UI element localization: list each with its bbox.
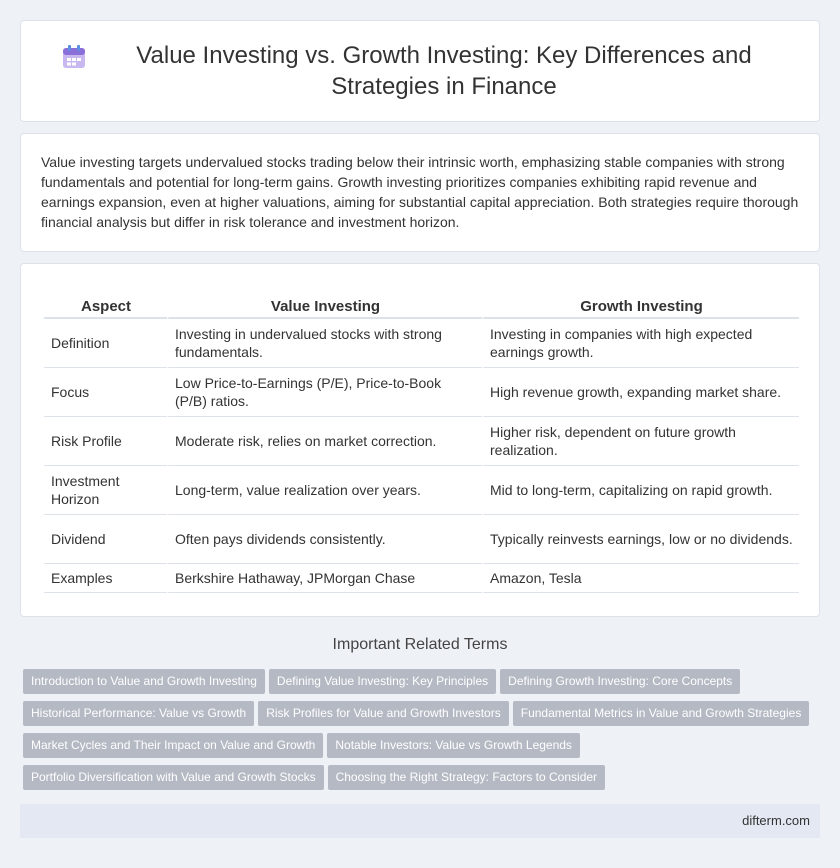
table-cell: Investment Horizon: [43, 465, 167, 514]
table-cell: Often pays dividends consistently.: [167, 514, 482, 563]
table-cell: Definition: [43, 318, 167, 367]
table-cell: Long-term, value realization over years.: [167, 465, 482, 514]
table-cell: Investing in companies with high expected earnings growth.: [482, 318, 799, 367]
related-term-tag[interactable]: Fundamental Metrics in Value and Growth Strategies: [513, 701, 810, 726]
table-cell: Higher risk, dependent on future growth realization.: [482, 416, 799, 465]
table-cell: Dividend: [43, 514, 167, 563]
related-terms-list: [23, 669, 823, 797]
intro-card: [20, 133, 820, 252]
comparison-table: [43, 280, 799, 593]
table-cell: Typically reinvests earnings, low or no dividends.: [482, 514, 799, 563]
related-term-tag[interactable]: Notable Investors: Value vs Growth Legends: [327, 733, 580, 758]
related-term-tag[interactable]: Portfolio Diversification with Value and Growth Stocks: [23, 765, 324, 790]
related-term-tag[interactable]: Defining Value Investing: Key Principles: [269, 669, 496, 694]
column-header: Growth Investing: [482, 280, 799, 318]
table-row: [43, 563, 799, 593]
table-cell: Low Price-to-Earnings (P/E), Price-to-Book (P/B) ratios.: [167, 367, 482, 416]
table-row: [43, 367, 799, 416]
column-header: Aspect: [43, 280, 167, 318]
table-cell: Focus: [43, 367, 167, 416]
related-term-tag[interactable]: Introduction to Value and Growth Investing: [23, 669, 265, 694]
table-cell: Mid to long-term, capitalizing on rapid growth.: [482, 465, 799, 514]
calendar-icon: [61, 44, 87, 70]
column-header: Value Investing: [167, 280, 482, 318]
intro-text: Value investing targets undervalued stocks trading below their intrinsic worth, emphasizing stable companies with strong fundamentals and potential for long-term gains. Growth investing prioritizes companies exhibiting rapid revenue and earnings expansion, even at higher valuations, aiming for substantial capital appreciation. Both strategies require thorough financial analysis but differ in risk tolerance and investment horizon.: [41, 154, 799, 230]
table-cell: Risk Profile: [43, 416, 167, 465]
table-cell: Moderate risk, relies on market correction.: [167, 416, 482, 465]
table-row: [43, 416, 799, 465]
table-cell: Amazon, Tesla: [482, 563, 799, 593]
table-row: [43, 318, 799, 367]
related-term-tag[interactable]: Defining Growth Investing: Core Concepts: [500, 669, 740, 694]
table-row: [43, 514, 799, 563]
footer: [20, 804, 820, 838]
related-term-tag[interactable]: Historical Performance: Value vs Growth: [23, 701, 254, 726]
related-term-tag[interactable]: Choosing the Right Strategy: Factors to Consider: [328, 765, 605, 790]
header-card: [20, 20, 820, 122]
table-row: [43, 465, 799, 514]
table-header-row: [43, 280, 799, 318]
related-term-tag[interactable]: Market Cycles and Their Impact on Value and Growth: [23, 733, 323, 758]
table-cell: Investing in undervalued stocks with strong fundamentals.: [167, 318, 482, 367]
site-link[interactable]: difterm.com: [742, 813, 810, 828]
related-term-tag[interactable]: Risk Profiles for Value and Growth Investors: [258, 701, 509, 726]
table-cell: Berkshire Hathaway, JPMorgan Chase: [167, 563, 482, 593]
table-cell: Examples: [43, 563, 167, 593]
table-cell: High revenue growth, expanding market share.: [482, 367, 799, 416]
page-title: Value Investing vs. Growth Investing: Key Differences and Strategies in Finance: [136, 42, 752, 100]
comparison-table-card: [20, 263, 820, 617]
related-terms-title: Important Related Terms: [332, 636, 508, 653]
